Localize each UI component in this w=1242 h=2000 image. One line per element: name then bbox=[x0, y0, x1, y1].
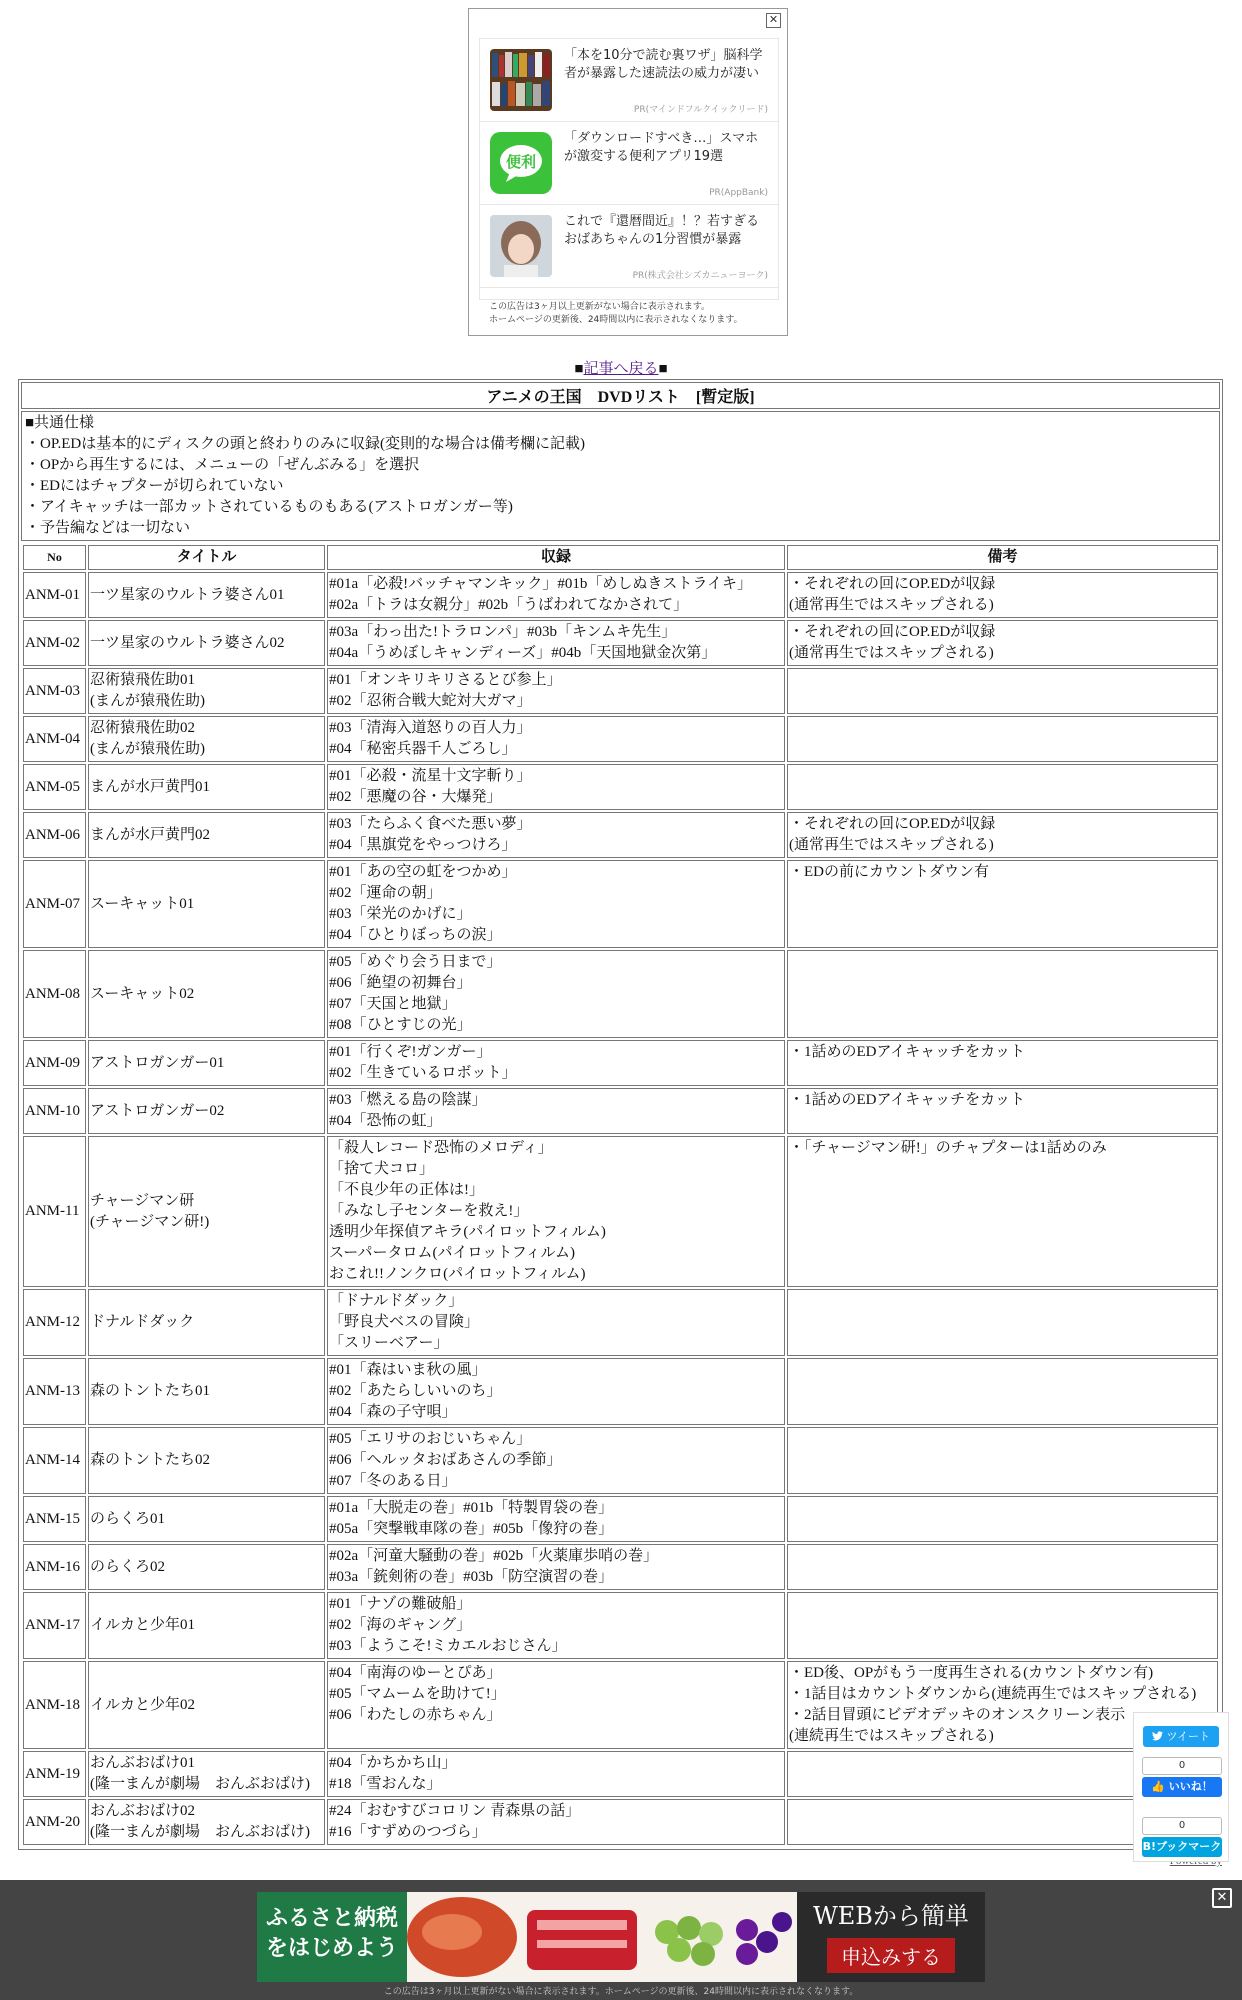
facebook-like bbox=[1142, 1757, 1222, 1797]
title-line: 森のトントたち02 bbox=[90, 1452, 211, 1468]
disc-number: ANM-18 bbox=[23, 1661, 86, 1749]
title-line: のらくろ02 bbox=[90, 1558, 166, 1575]
episode-line: #03「たらふく食べた悪い夢」 bbox=[329, 816, 532, 832]
table-row bbox=[23, 1088, 1218, 1134]
episode-line: #16「すずめのつづら」 bbox=[329, 1824, 487, 1840]
remark-line: ・それぞれの回にOP.EDが収録 bbox=[789, 576, 996, 592]
app-icon-label: 便利 bbox=[505, 153, 537, 171]
episode-line: #18「雪おんな」 bbox=[329, 1776, 442, 1792]
disc-remarks bbox=[787, 812, 1218, 858]
table-row bbox=[23, 1289, 1218, 1356]
episode-line: 「スリーベアー」 bbox=[329, 1335, 449, 1351]
page-title: アニメの王国 DVDリスト [暫定版] bbox=[21, 382, 1220, 409]
title-line: おんぶおばけ01 bbox=[90, 1755, 196, 1771]
title-line: アストロガンガー02 bbox=[90, 1102, 225, 1119]
disc-contents bbox=[327, 1289, 785, 1356]
episode-line: #01a「大脱走の巻」#01b「特製胃袋の巻」 bbox=[329, 1500, 614, 1516]
disc-contents bbox=[327, 860, 785, 948]
title-line: 一ツ星家のウルトラ婆さん02 bbox=[90, 634, 285, 651]
episode-line: #03「燃える島の陰謀」 bbox=[329, 1092, 487, 1108]
app-icon bbox=[490, 132, 552, 194]
remark-line: ・1話めのEDアイキャッチをカット bbox=[789, 1044, 1025, 1060]
episode-line: #03「栄光のかげに」 bbox=[329, 906, 472, 922]
remark-line: ・EDの前にカウントダウン有 bbox=[789, 864, 989, 880]
episode-line: #03「ようこそ!ミカエルおじさん」 bbox=[329, 1638, 567, 1654]
disc-contents bbox=[327, 620, 785, 666]
disc-number: ANM-07 bbox=[23, 860, 86, 948]
disc-title bbox=[88, 1751, 325, 1797]
disc-remarks bbox=[787, 716, 1218, 762]
disc-contents bbox=[327, 1799, 785, 1845]
title-line: まんが水戸黄門02 bbox=[90, 826, 211, 843]
header-no: No bbox=[23, 545, 86, 570]
disc-number: ANM-08 bbox=[23, 950, 86, 1038]
title-line: アストロガンガー01 bbox=[90, 1054, 225, 1071]
table-row bbox=[23, 1040, 1218, 1086]
spec-heading: ■共通仕様 bbox=[25, 415, 95, 431]
table-row bbox=[23, 1496, 1218, 1542]
episode-line: #01「オンキリキリさるとび参上」 bbox=[329, 672, 562, 688]
episode-line: #04「森の子守唄」 bbox=[329, 1404, 457, 1420]
episode-line: #02a「河童大騒動の巻」#02b「火薬庫歩哨の巻」 bbox=[329, 1548, 659, 1564]
table-row bbox=[23, 860, 1218, 948]
bookshelf-thumbnail bbox=[490, 49, 552, 111]
ad-item[interactable] bbox=[480, 205, 778, 288]
title-line: (隆一まんが劇場 おんぶおばけ) bbox=[90, 1776, 310, 1792]
episode-line: 透明少年探偵アキラ(パイロットフィルム) bbox=[329, 1224, 606, 1240]
remark-line: ・1話目はカウントダウンから(連続再生ではスキップされる) bbox=[789, 1686, 1197, 1702]
episode-line: #04「南海のゆーとぴあ」 bbox=[329, 1665, 502, 1681]
disc-number: ANM-06 bbox=[23, 812, 86, 858]
title-line: (チャージマン研!) bbox=[90, 1213, 210, 1230]
title-line: 忍術猿飛佐助01 bbox=[90, 672, 196, 688]
twitter-bird-icon bbox=[1152, 1731, 1163, 1741]
disc-number: ANM-09 bbox=[23, 1040, 86, 1086]
title-line: おんぶおばけ02 bbox=[90, 1803, 196, 1819]
episode-line: 「野良犬ベスの冒険」 bbox=[329, 1314, 480, 1330]
bottom-ad-note: この広告は3ヶ月以上更新がない場合に表示されます。ホームページの更新後、24時間以内に表示されなくなります。 bbox=[383, 1987, 859, 1997]
ad-text[interactable]: 「ダウンロードすべき…」スマホが激変する便利アプリ19選 bbox=[564, 131, 759, 164]
spec-line: ・予告編などは一切ない bbox=[25, 520, 191, 536]
disc-title bbox=[88, 1136, 325, 1287]
disc-contents bbox=[327, 1661, 785, 1749]
episode-line: #05「マムームを助けて!」 bbox=[329, 1686, 506, 1702]
remark-line: ・1話めのEDアイキャッチをカット bbox=[789, 1092, 1025, 1108]
ad-note: この広告は3ヶ月以上更新がない場合に表示されます。 ホームページの更新後、24時間以内に表示されなくなります。 bbox=[489, 302, 743, 325]
like-button[interactable]: 👍 いいね！ bbox=[1142, 1777, 1222, 1797]
disc-contents bbox=[327, 812, 785, 858]
table-row bbox=[23, 950, 1218, 1038]
disc-title bbox=[88, 1427, 325, 1494]
ad-item[interactable] bbox=[480, 122, 778, 205]
episode-line: #01「ナゾの難破船」 bbox=[329, 1596, 472, 1612]
disc-title bbox=[88, 1040, 325, 1086]
disc-remarks bbox=[787, 1427, 1218, 1494]
disc-contents bbox=[327, 716, 785, 762]
disc-contents bbox=[327, 1088, 785, 1134]
episode-line: #02「運命の朝」 bbox=[329, 885, 442, 901]
disc-title bbox=[88, 1358, 325, 1425]
disc-remarks bbox=[787, 1136, 1218, 1287]
episode-line: #04「黒旗党をやっつけろ」 bbox=[329, 837, 517, 853]
title-line: (隆一まんが劇場 おんぶおばけ) bbox=[90, 1824, 310, 1840]
hatena-count: 0 bbox=[1142, 1817, 1222, 1835]
episode-line: 「不良少年の正体は!」 bbox=[329, 1182, 484, 1198]
episode-line: 「ドナルドダック」 bbox=[329, 1293, 464, 1309]
remark-line: ・それぞれの回にOP.EDが収録 bbox=[789, 624, 996, 640]
episode-line: #04「恐怖の虹」 bbox=[329, 1113, 442, 1129]
disc-number: ANM-14 bbox=[23, 1427, 86, 1494]
ad-sponsor: PR(株式会社シズカニューヨーク) bbox=[632, 271, 768, 281]
disc-number: ANM-11 bbox=[23, 1136, 86, 1287]
episode-line: #07「天国と地獄」 bbox=[329, 996, 457, 1012]
disc-remarks bbox=[787, 668, 1218, 714]
episode-line: #02a「トラは女親分」#02b「うばわれてなかされて」 bbox=[329, 597, 689, 613]
title-line: イルカと少年02 bbox=[90, 1696, 196, 1713]
title-line: 一ツ星家のウルトラ婆さん01 bbox=[90, 586, 285, 603]
remark-line: (連続再生ではスキップされる) bbox=[789, 1728, 994, 1744]
table-row bbox=[23, 1136, 1218, 1287]
spec-line: ・アイキャッチは一部カットされているものもある(アストロガンガー等) bbox=[25, 499, 513, 515]
table-row bbox=[23, 1592, 1218, 1659]
table-row bbox=[23, 1427, 1218, 1494]
episode-line: おこれ!!ノンクロ(パイロットフィルム) bbox=[329, 1266, 586, 1282]
episode-line: #01a「必殺!バッチャマンキック」#01b「めしぬきストライキ」 bbox=[329, 576, 752, 592]
disc-number: ANM-17 bbox=[23, 1592, 86, 1659]
episode-line: #06「ヘルッタおばあさんの季節」 bbox=[329, 1452, 562, 1468]
table-row bbox=[23, 812, 1218, 858]
social-buttons bbox=[1133, 1712, 1229, 1862]
ad-box bbox=[468, 8, 788, 336]
table-row bbox=[23, 716, 1218, 762]
episode-line: #01「行くぞ!ガンガー」 bbox=[329, 1044, 492, 1060]
disc-contents bbox=[327, 1427, 785, 1494]
title-line: まんが水戸黄門01 bbox=[90, 778, 211, 795]
title-line: チャージマン研 bbox=[90, 1192, 195, 1209]
table-row bbox=[23, 572, 1218, 618]
episode-line: #05「めぐり会う日まで」 bbox=[329, 954, 502, 970]
disc-number: ANM-03 bbox=[23, 668, 86, 714]
disc-title bbox=[88, 860, 325, 948]
disc-contents bbox=[327, 950, 785, 1038]
remark-line: ・それぞれの回にOP.EDが収録 bbox=[789, 816, 996, 832]
ad-text[interactable]: これで『還暦間近』！？若すぎるおばあちゃんの1分習慣が暴露 bbox=[564, 214, 760, 247]
table-row bbox=[23, 1544, 1218, 1590]
episode-line: #01「森はいま秋の風」 bbox=[329, 1362, 487, 1378]
episode-line: #06「絶望の初舞台」 bbox=[329, 975, 472, 991]
disc-contents bbox=[327, 1751, 785, 1797]
header-content: 収録 bbox=[327, 545, 785, 570]
disc-contents bbox=[327, 1544, 785, 1590]
disc-remarks bbox=[787, 950, 1218, 1038]
episode-line: #24「おむすびコロリン 青森県の話」 bbox=[329, 1803, 581, 1819]
disc-title bbox=[88, 1799, 325, 1845]
episode-line: #04「秘密兵器千人ごろし」 bbox=[329, 741, 517, 757]
title-line: 忍術猿飛佐助02 bbox=[90, 720, 196, 736]
disc-title bbox=[88, 716, 325, 762]
disc-number: ANM-02 bbox=[23, 620, 86, 666]
remark-line: ・ED後、OPがもう一度再生される(カウントダウン有) bbox=[789, 1665, 1154, 1681]
bottom-ad bbox=[0, 1880, 1242, 2000]
episode-line: #03「清海入道怒りの百人力」 bbox=[329, 720, 532, 736]
table-row bbox=[23, 1358, 1218, 1425]
episode-line: #07「冬のある日」 bbox=[329, 1473, 457, 1489]
episode-line: #05「エリサのおじいちゃん」 bbox=[329, 1431, 532, 1447]
disc-remarks bbox=[787, 1592, 1218, 1659]
remark-line: (通常再生ではスキップされる) bbox=[789, 597, 994, 613]
table-row bbox=[23, 1751, 1218, 1797]
ad-list bbox=[479, 38, 779, 300]
thumbs-up-icon: 👍 bbox=[1151, 1780, 1165, 1793]
disc-contents bbox=[327, 572, 785, 618]
main-content bbox=[18, 379, 1223, 1850]
disc-title bbox=[88, 812, 325, 858]
disc-remarks bbox=[787, 1358, 1218, 1425]
like-count: 0 bbox=[1142, 1757, 1222, 1775]
hatena-bookmark-button[interactable]: B!ブックマーク bbox=[1142, 1837, 1222, 1857]
episode-line: #04「かちかち山」 bbox=[329, 1755, 457, 1771]
episode-line: #02「忍術合戦大蛇対大ガマ」 bbox=[329, 693, 532, 709]
disc-contents bbox=[327, 668, 785, 714]
table-row bbox=[23, 668, 1218, 714]
remark-line: ・2話目冒頭にビデオデッキのオンスクリーン表示 bbox=[789, 1707, 1126, 1723]
header-title: タイトル bbox=[88, 545, 325, 570]
title-line: スーキャット02 bbox=[90, 985, 195, 1002]
tweet-button[interactable]: ツイート bbox=[1143, 1726, 1219, 1747]
food-image bbox=[407, 1892, 797, 1982]
remark-line: ・「チャージマン研!」のチャプターは1話めのみ bbox=[789, 1140, 1107, 1156]
title-line: ドナルドダック bbox=[90, 1314, 195, 1330]
episode-line: 「捨て犬コロ」 bbox=[329, 1161, 435, 1177]
disc-number: ANM-01 bbox=[23, 572, 86, 618]
portrait-thumbnail bbox=[490, 215, 552, 277]
episode-line: #01「あの空の虹をつかめ」 bbox=[329, 864, 517, 880]
close-icon[interactable]: ✕ bbox=[766, 13, 781, 28]
disc-remarks bbox=[787, 1040, 1218, 1086]
episode-line: #02「海のギャング」 bbox=[329, 1617, 472, 1633]
title-line: 森のトントたち01 bbox=[90, 1383, 211, 1399]
banner-left-text: ふるさと納税をはじめよう bbox=[257, 1892, 407, 1982]
dvd-list-container bbox=[18, 379, 1223, 1850]
episode-line: 「みなし子センターを救え!」 bbox=[329, 1203, 529, 1219]
title-line: のらくろ01 bbox=[90, 1510, 166, 1527]
disc-remarks bbox=[787, 620, 1218, 666]
remark-line: (通常再生ではスキップされる) bbox=[789, 837, 994, 853]
episode-line: #05a「突撃戦車隊の巻」#05b「像狩の巻」 bbox=[329, 1521, 614, 1537]
ad-item[interactable] bbox=[480, 39, 778, 122]
table-row bbox=[23, 764, 1218, 810]
banner-right bbox=[797, 1892, 985, 1982]
episode-line: #02「悪魔の谷・大爆発」 bbox=[329, 789, 502, 805]
disc-remarks bbox=[787, 860, 1218, 948]
title-line: イルカと少年01 bbox=[90, 1617, 196, 1633]
banner-web-text: WEBから簡単 bbox=[813, 1902, 969, 1930]
disc-remarks bbox=[787, 1088, 1218, 1134]
disc-number: ANM-13 bbox=[23, 1358, 86, 1425]
disc-title bbox=[88, 1544, 325, 1590]
disc-title bbox=[88, 950, 325, 1038]
disc-number: ANM-12 bbox=[23, 1289, 86, 1356]
disc-title bbox=[88, 1661, 325, 1749]
header-remarks: 備考 bbox=[787, 545, 1218, 570]
disc-number: ANM-20 bbox=[23, 1799, 86, 1845]
disc-title bbox=[88, 1088, 325, 1134]
ad-text[interactable]: 「本を10分で読む裏ワザ」脳科学者が暴露した速読法の威力が凄い bbox=[564, 48, 763, 81]
episode-line: #04「ひとりぼっちの涙」 bbox=[329, 927, 502, 943]
ad-sponsor: PR(AppBank) bbox=[709, 188, 768, 198]
table-row bbox=[23, 620, 1218, 666]
back-to-article: ■記事へ戻る■ bbox=[574, 361, 668, 377]
close-icon[interactable]: ✕ bbox=[1212, 1888, 1232, 1908]
disc-number: ANM-19 bbox=[23, 1751, 86, 1797]
disc-title bbox=[88, 572, 325, 618]
spec-line: ・EDにはチャプターが切られていない bbox=[25, 478, 284, 494]
title-line: (まんが猿飛佐助) bbox=[90, 693, 205, 709]
disc-title bbox=[88, 1289, 325, 1356]
episode-line: #03a「銃剣術の巻」#03b「防空演習の巻」 bbox=[329, 1569, 614, 1585]
title-line: スーキャット01 bbox=[90, 895, 195, 912]
episode-line: #01「必殺・流星十文字斬り」 bbox=[329, 768, 532, 784]
disc-contents bbox=[327, 1496, 785, 1542]
title-line: (まんが猿飛佐助) bbox=[90, 741, 205, 757]
disc-contents bbox=[327, 1136, 785, 1287]
disc-contents bbox=[327, 1358, 785, 1425]
disc-title bbox=[88, 668, 325, 714]
ad-banner[interactable] bbox=[257, 1892, 985, 1982]
disc-number: ANM-04 bbox=[23, 716, 86, 762]
episode-line: #03a「わっ出た!トラロンパ」#03b「キンムキ先生」 bbox=[329, 624, 677, 640]
spec-line: ・OP.EDは基本的にディスクの頭と終わりのみに収録(変則的な場合は備考欄に記載) bbox=[25, 436, 586, 452]
disc-remarks bbox=[787, 1289, 1218, 1356]
episode-line: #02「生きているロボット」 bbox=[329, 1065, 517, 1081]
disc-remarks bbox=[787, 572, 1218, 618]
disc-number: ANM-05 bbox=[23, 764, 86, 810]
common-spec bbox=[21, 411, 1220, 541]
disc-contents bbox=[327, 1040, 785, 1086]
disc-title bbox=[88, 620, 325, 666]
dvd-table bbox=[21, 543, 1220, 1847]
disc-remarks bbox=[787, 1544, 1218, 1590]
episode-line: #08「ひとすじの光」 bbox=[329, 1017, 472, 1033]
disc-contents bbox=[327, 764, 785, 810]
banner-apply-button[interactable]: 申込みする bbox=[827, 1938, 955, 1973]
ad-sponsor: PR(マインドフルクイックリード) bbox=[633, 105, 768, 115]
table-row bbox=[23, 1661, 1218, 1749]
episode-line: スーパータロム(パイロットフィルム) bbox=[329, 1245, 575, 1261]
episode-line: #06「わたしの赤ちゃん」 bbox=[329, 1707, 502, 1723]
back-to-article-link[interactable]: 記事へ戻る bbox=[583, 361, 659, 377]
spec-line: ・OPから再生するには、メニューの「ぜんぶみる」を選択 bbox=[25, 457, 420, 473]
disc-number: ANM-10 bbox=[23, 1088, 86, 1134]
episode-line: 「殺人レコード恐怖のメロディ」 bbox=[329, 1140, 553, 1156]
episode-line: #02「あたらしいいのち」 bbox=[329, 1383, 502, 1399]
disc-contents bbox=[327, 1592, 785, 1659]
disc-remarks bbox=[787, 1496, 1218, 1542]
hatena-bookmark bbox=[1142, 1817, 1222, 1857]
disc-title bbox=[88, 764, 325, 810]
disc-title bbox=[88, 1496, 325, 1542]
disc-title bbox=[88, 1592, 325, 1659]
disc-number: ANM-16 bbox=[23, 1544, 86, 1590]
disc-remarks bbox=[787, 764, 1218, 810]
episode-line: #04a「うめぼしキャンディーズ」#04b「天国地獄金次第」 bbox=[329, 645, 717, 661]
table-row bbox=[23, 1799, 1218, 1845]
remark-line: (通常再生ではスキップされる) bbox=[789, 645, 994, 661]
disc-number: ANM-15 bbox=[23, 1496, 86, 1542]
